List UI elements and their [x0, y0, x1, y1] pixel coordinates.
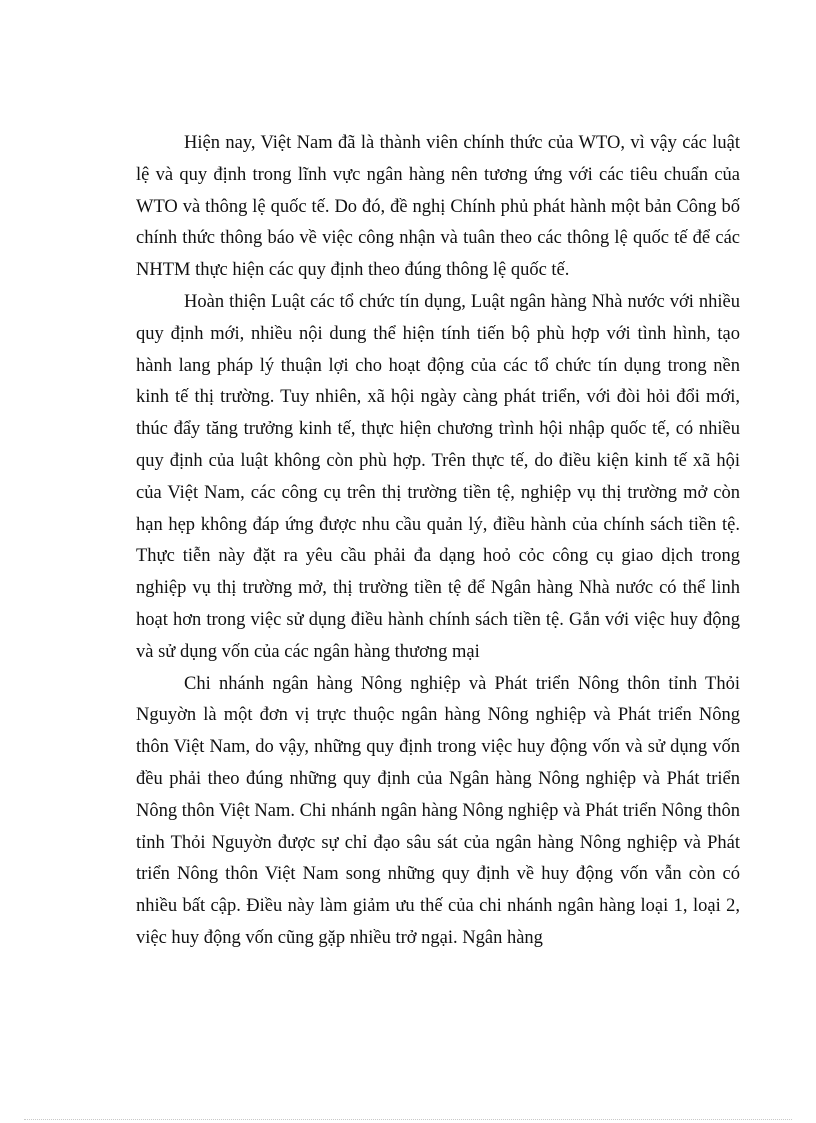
body-text	[136, 128, 740, 955]
paragraph-thai-nguyen-branch: Chi nhánh ngân hàng Nông nghiệp và Phát triển Nông thôn tỉnh Thỏi Nguyờn là một đơn vị trực thuộc ngân hàng Nông nghiệp và Phát triển Nông thôn Việt Nam, do vậy, những quy định trong việc huy động vốn và sử dụng vốn đều phải theo đúng những quy định của Ngân hàng Nông nghiệp và Phát triển Nông thôn Việt Nam. Chi nhánh ngân hàng Nông nghiệp và Phát triển Nông thôn tỉnh Thỏi Nguyờn được sự chỉ đạo sâu sát của ngân hàng Nông nghiệp và Phát triển Nông thôn Việt Nam song những quy định về huy động vốn vẫn còn có nhiều bất cập. Điều này làm giảm ưu thế của chi nhánh ngân hàng loại 1, loại 2, việc huy động vốn cũng gặp nhiều trở ngại. Ngân hàng	[136, 673, 740, 948]
paragraph-wto-compliance: Hiện nay, Việt Nam đã là thành viên chính thức của WTO, vì vậy các luật lệ và quy định trong lĩnh vực ngân hàng nên tương ứng với các tiêu chuẩn của WTO và thông lệ quốc tế. Do đó, đề nghị Chính phủ phát hành một bản Công bố chính thức thông báo về việc công nhận và tuân theo các thông lệ quốc tế để các NHTM thực hiện các quy định theo đúng thông lệ quốc tế.	[136, 133, 740, 281]
footer-divider	[24, 1119, 792, 1120]
paragraph-credit-law: Hoàn thiện Luật các tổ chức tín dụng, Luật ngân hàng Nhà nước với nhiều quy định mới, nhiều nội dung thể hiện tính tiến bộ phù hợp với tình hình, tạo hành lang pháp lý thuận lợi cho hoạt động của các tổ chức tín dụng trong nền kinh tế thị trường. Tuy nhiên, xã hội ngày càng phát triển, với đòi hỏi đổi mới, thúc đẩy tăng trưởng kinh tế, thực hiện chương trình hội nhập quốc tế, có nhiều quy định của luật không còn phù hợp. Trên thực tế, do điều kiện kinh tế xã hội của Việt Nam, các công cụ trên thị trường tiền tệ, nghiệp vụ thị trường mở còn hạn hẹp không đáp ứng được nhu cầu quản lý, điều hành của chính sách tiền tệ. Thực tiễn này đặt ra yêu cầu phải đa dạng hoỏ cỏc công cụ giao dịch trong nghiệp vụ thị trường mở, thị trường tiền tệ để Ngân hàng Nhà nước có thể linh hoạt hơn trong việc sử dụng điều hành chính sách tiền tệ. Gắn với việc huy động và sử dụng vốn của các ngân hàng thương mại	[136, 291, 740, 662]
